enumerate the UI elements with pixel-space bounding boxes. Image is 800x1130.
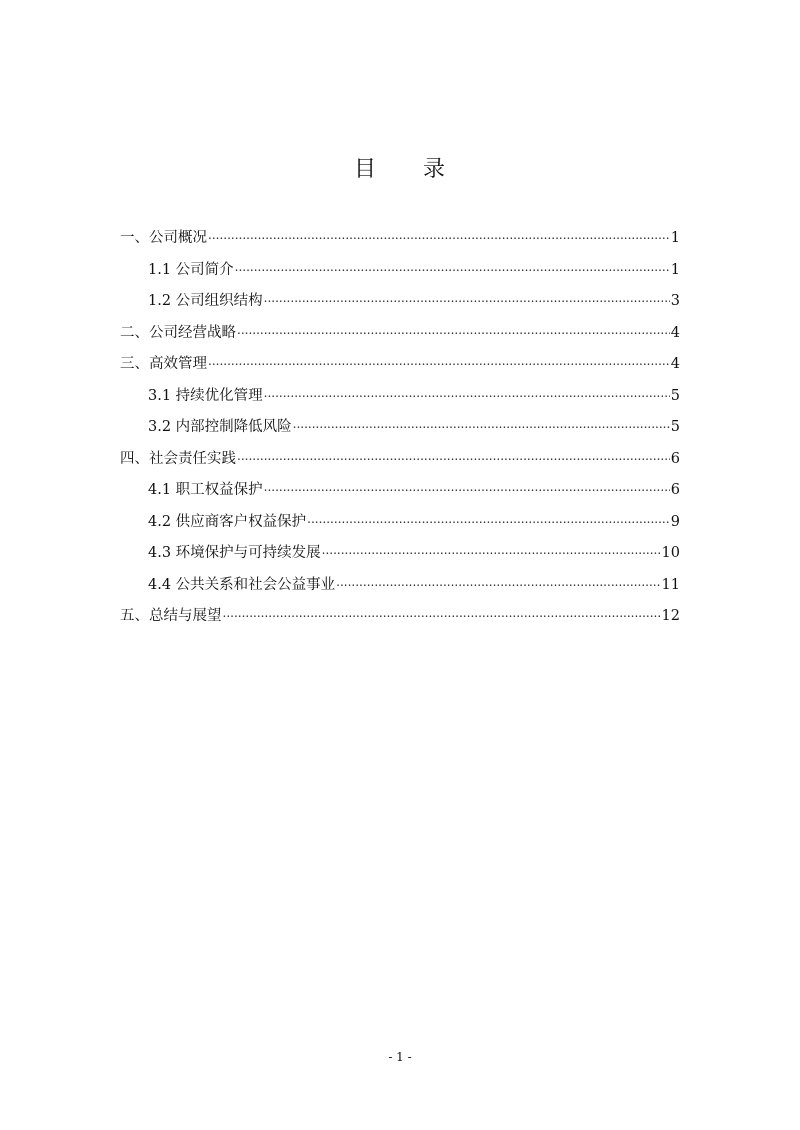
toc-entry-label: 五、总结与展望 (120, 608, 222, 624)
toc-leader-dots (322, 543, 661, 558)
toc-leader-dots (264, 480, 670, 495)
toc-leader-dots (307, 511, 670, 526)
toc-entry[interactable] (120, 604, 680, 636)
toc-entry-label: 三、高效管理 (120, 356, 207, 372)
toc-entry-page: 9 (670, 513, 680, 530)
toc-entry-page: 3 (670, 293, 680, 309)
toc-title-char-2: 录 (423, 157, 447, 182)
toc-entry-label: 一、公司概况 (120, 230, 207, 246)
toc-entry[interactable] (120, 321, 680, 353)
toc-entry[interactable] (120, 478, 680, 510)
toc-title-char-1: 目 (353, 157, 377, 182)
toc-entry-page: 10 (661, 545, 680, 561)
toc-entry[interactable] (120, 352, 680, 384)
toc-entry-label: 4.1 职工权益保护 (148, 482, 263, 498)
toc-entry-page: 4 (670, 324, 680, 341)
toc-entry-label: 3.1 持续优化管理 (148, 387, 263, 404)
toc-entry-page: 12 (661, 608, 680, 624)
toc-entry[interactable] (120, 289, 680, 321)
toc-entry[interactable] (120, 541, 680, 573)
toc-entry-page: 1 (670, 230, 680, 246)
toc-leader-dots (264, 385, 670, 400)
toc-leader-dots (208, 228, 670, 243)
toc-entry-label: 4.3 环境保护与可持续发展 (148, 545, 321, 561)
toc-entry[interactable] (120, 415, 680, 447)
toc-entry-label: 四、社会责任实践 (120, 450, 236, 467)
toc-entry-label: 3.2 内部控制降低风险 (148, 419, 292, 435)
toc-entry[interactable] (120, 384, 680, 416)
toc-leader-dots (336, 574, 660, 589)
toc-entry-page: 6 (670, 450, 680, 467)
toc-entry-label: 4.2 供应商客户权益保护 (148, 513, 307, 530)
toc-leader-dots (264, 291, 670, 306)
toc-leader-dots (237, 448, 670, 463)
table-of-contents (120, 226, 680, 636)
toc-entry[interactable] (120, 447, 680, 479)
toc-entry-page: 4 (670, 356, 680, 372)
toc-leader-dots (223, 606, 661, 621)
toc-entry-label: 二、公司经营战略 (120, 324, 236, 341)
page-number: - 1 - (388, 1050, 412, 1064)
toc-entry-page: 11 (661, 576, 680, 593)
toc-entry[interactable] (120, 510, 680, 542)
toc-entry-page: 6 (670, 482, 680, 498)
toc-entry[interactable] (120, 258, 680, 290)
toc-leader-dots (293, 417, 670, 432)
toc-leader-dots (208, 354, 670, 369)
toc-entry[interactable] (120, 226, 680, 258)
toc-entry-label: 4.4 公共关系和社会公益事业 (148, 576, 336, 593)
toc-entry-page: 5 (670, 387, 680, 404)
toc-entry[interactable] (120, 573, 680, 605)
toc-entry-label: 1.2 公司组织结构 (148, 293, 263, 309)
toc-leader-dots (237, 322, 670, 337)
toc-entry-page: 1 (670, 261, 680, 278)
toc-title (0, 152, 800, 183)
toc-entry-label: 1.1 公司简介 (148, 261, 234, 278)
toc-leader-dots (235, 259, 670, 274)
toc-entry-page: 5 (670, 419, 680, 435)
